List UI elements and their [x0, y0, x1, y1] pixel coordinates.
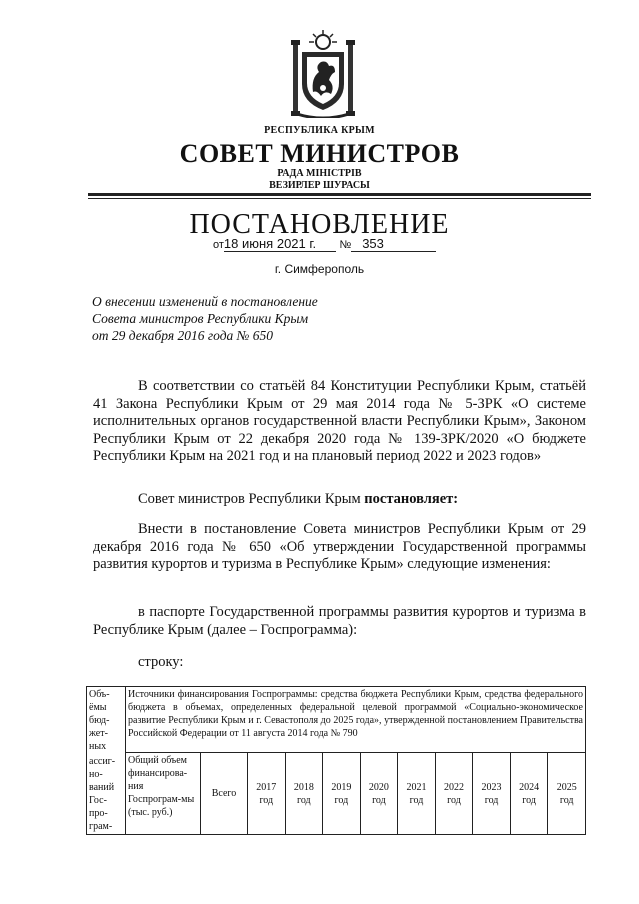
crimea-coat-of-arms-icon: [291, 30, 355, 118]
year-value: 2021: [406, 781, 427, 793]
total-column-header: Всего: [201, 753, 248, 835]
year-unit: год: [334, 794, 349, 806]
year-unit: год: [259, 794, 274, 806]
funding-sources-cell: Источники финансирования Госпрограммы: средства бюджета Республики Крым, средства федерального бюджета в объемах, определенных федеральной целевой программой «Социально-экономическое развитие Республики Крым и г. Севастополя до 2025 года», утвержденной постановлением Правительства Российской Федерации от 11 августа 2014 года № 790: [126, 687, 586, 753]
subject-line: от 29 декабря 2016 года № 650: [92, 328, 273, 343]
year-column-header: [548, 753, 586, 835]
total-volume-header: Общий объем финансирова-ния Госпрограм-мы (тыс. руб.): [126, 753, 201, 835]
year-value: 2023: [481, 781, 502, 793]
resolution-paragraph: [93, 491, 586, 509]
resolution-verb: постановляет:: [364, 491, 459, 507]
document-date-text: 18 июня 2021 г.: [223, 236, 317, 251]
document-date: [224, 236, 336, 252]
table-row: [87, 753, 586, 835]
header-divider-thick: [88, 193, 591, 196]
year-value: 2017: [256, 781, 277, 793]
year-column-header: [248, 753, 286, 835]
year-column-header: [435, 753, 473, 835]
year-unit: год: [409, 794, 424, 806]
council-name-crimean-tatar: ВЕЗИРЛЕР ШУРАСЫ: [269, 180, 370, 191]
year-unit: год: [372, 794, 386, 806]
preamble-paragraph: В соответствии со статьёй 84 Конституции Республики Крым, статьёй 41 Закона Республики Крым от 29 мая 2014 года № 5-ЗРК «О системе исполнительных органов государственной власти Республики Крым», Законом Республики Крым от 22 декабря 2020 года № 139-ЗРК/2020 «О бюджете Республики Крым на 2021 год и на плановый период 2022 и 2023 годов»: [93, 378, 586, 464]
amendment-paragraph: Внести в постановление Совета министров Республики Крым от 29 декабря 2016 года № 650 «Об утверждении Государственной программы развития курортов и туризма в Республике Крым» следующие изменения:: [93, 521, 586, 572]
year-value: 2025: [556, 781, 577, 793]
year-column-header: [473, 753, 511, 835]
passport-paragraph: в паспорте Государственной программы развития курортов и туризма в Республике Крым (далее – Госпрограмма):: [93, 604, 586, 638]
year-unit: год: [522, 794, 536, 806]
header-divider-thin: [88, 198, 591, 199]
year-value: 2020: [368, 781, 389, 793]
year-value: 2018: [293, 781, 314, 793]
document-number: [351, 236, 436, 252]
council-name: СОВЕТ МИНИСТРОВ: [179, 139, 460, 168]
year-column-header: [360, 753, 398, 835]
row-label-top: Объ- ёмы бюд- жет- ных: [89, 689, 110, 752]
number-label: №: [339, 239, 352, 251]
resolution-text: Совет министров Республики Крым: [138, 491, 365, 507]
document-number-text: 353: [362, 236, 384, 251]
document-type: ПОСТАНОВЛЕНИЕ: [189, 209, 450, 240]
row-label-bottom: ассиг- но- ваний Гос- про- грам-: [89, 756, 116, 832]
republic-name: РЕСПУБЛИКА КРЫМ: [264, 125, 375, 136]
year-unit: год: [296, 794, 311, 806]
financing-table: [86, 686, 586, 835]
year-unit: год: [559, 794, 574, 806]
year-column-header: [285, 753, 323, 835]
document-dateline: [213, 236, 436, 252]
document-subject: [92, 293, 412, 344]
table-row-label: [87, 687, 126, 835]
table-row: [87, 687, 586, 753]
document-city: г. Симферополь: [274, 262, 365, 276]
year-unit: год: [484, 794, 499, 806]
date-prefix: от: [213, 239, 224, 251]
year-column-header: [323, 753, 361, 835]
council-name-ukrainian: РАДА МІНІСТРІВ: [277, 168, 362, 179]
year-unit: год: [447, 794, 461, 806]
year-column-header: [510, 753, 548, 835]
subject-line: О внесении изменений в постановление: [92, 294, 318, 309]
year-value: 2019: [331, 781, 352, 793]
subject-line: Совета министров Республики Крым: [92, 311, 309, 326]
year-value: 2024: [519, 781, 540, 793]
year-column-header: [398, 753, 436, 835]
row-intro: строку:: [138, 654, 184, 670]
year-value: 2022: [444, 781, 464, 793]
